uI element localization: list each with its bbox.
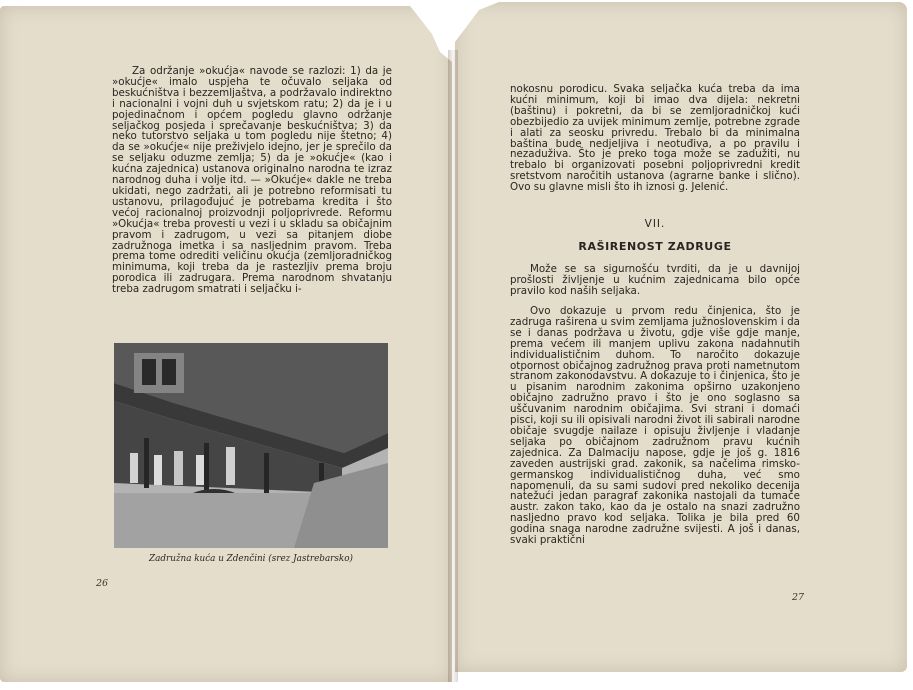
right-page-number: 27: [792, 592, 805, 603]
left-page-paragraph: Za održanje »okućja« navode se razlozi: 1) da je »okućje« imalo uspjeha te očuvalo seljaka od beskućništva i bezzemljaštva, a podržavalo indirektno i nacionalni i vojni duh u svjetskom ratu; 2) da je i u pojedinačnom i općem pogledu glavno održanje seljačkog posjeda i sprečavanje beskućništva; 3) da neko tutorstvo seljaka u tom pogledu nije štetno; 4) da se »okućje« nije preživjelo idejno, jer je sprečilo da se seljaku oduzme zemlja; 5) da je »okućje« (kao i kućna zajednica) ustanova originalno narodna te izraz narodnog duha i volje itd. — »Okućje« dakle ne treba ukidati, nego zadržati, ali je potrebno reformisati tu ustanovu, prilagođujuć je potrebama kredita i što većoj racionalnoj proizvodnji poljoprivrede. Reformu »Okućja« treba provesti u vezi i u skladu sa običajnim pravom i zadrugom, u vezi sa pitanjem diobe zadružnoga imetka i sa nasljednim pravom. Treba prema tome odrediti veličinu okućja (zemljoradničkog minimuma, koji treba da je rastezljiv prema broju porodica ili zadrugara. Prema narodnom shvatanju treba zadrugom smatrati i seljačku i-: [112, 65, 392, 296]
book-gutter: [448, 50, 458, 682]
left-page-number: 26: [96, 578, 109, 589]
photo-caption: Zadružna kuća u Zdenčini (srez Jastrebarsko): [149, 554, 353, 564]
right-page-paragraph-1: Može se sa sigurnošću tvrditi, da je u davnijoj prošlosti življenje u kućnim zajednicama bilo opće pravilo kod naših seljaka.: [510, 263, 800, 297]
right-page-paragraph-2: Ovo dokazuje u prvom redu činjenica, što je zadruga raširena u svim zemljama južnoslovenskim i da se i danas podržava u životu, gdje više gdje manje, prema većem ili manjem uplivu zakona nadahnutih individualističnim duhom. To naročito dokazuje otpornost običajnog zadružnog prava proti nametnutom stranom zakonodavstvu. A dokazuje to i činjenica, što je u pisanim narodnim zakonima opširno uzakonjeno običajno zadružno pravo i što je ono soglasno sa uščuvanim narodnim običajima. Svi strani i domaći pisci, koji su ili opisivali narodni život ili sabirali narodne običaje svugdje nailaze i opisuju življenje i vladanje seljaka po običajnom zadružnom pravu kućnih zajednica. Za Dalmaciju napose, gdje je još g. 1816 zaveden austrijski grad. zakonik, sa načelima rimsko-germanskog individualističnog duha, već smo napomenuli, da su sami sudovi pred nekoliko decenija natežući jedan paragraf zakonika nastojali da tumače austr. zakon tako, kao da je ostalo na snazi zadružno nasljedno pravo kod seljaka. Tolika je bila pred 60 godina snaga narodne zadružne svijesti. A još i danas, svaki praktični: [510, 305, 800, 547]
section-number: VII.: [644, 218, 666, 230]
section-title: RAŠIRENOST ZADRUGE: [578, 240, 732, 253]
right-page-continued-paragraph: nokosnu porodicu. Svaka seljačka kuća treba da ima kućni minimum, koji bi imao dva dijela: nekretni (baštinu) i pokretni, da bi se zemljoradničkoj kući obezbijedio za uvijek minimum zemlje, potrebne zgrade i alati za seosku privredu. Trebalo bi da minimalna baština bude nedjeljiva i neotuđiva, a po pravilu i nezaduživa. Što je preko toga može se zadužiti, nu trebalo bi organizovati posebni poljoprivredni kredit sretstvom naročitih ustanova (agrarne banke i slično). Ovo su glavne misli što ih iznosi g. Jelenić.: [510, 83, 800, 194]
house-photograph: [114, 343, 388, 548]
